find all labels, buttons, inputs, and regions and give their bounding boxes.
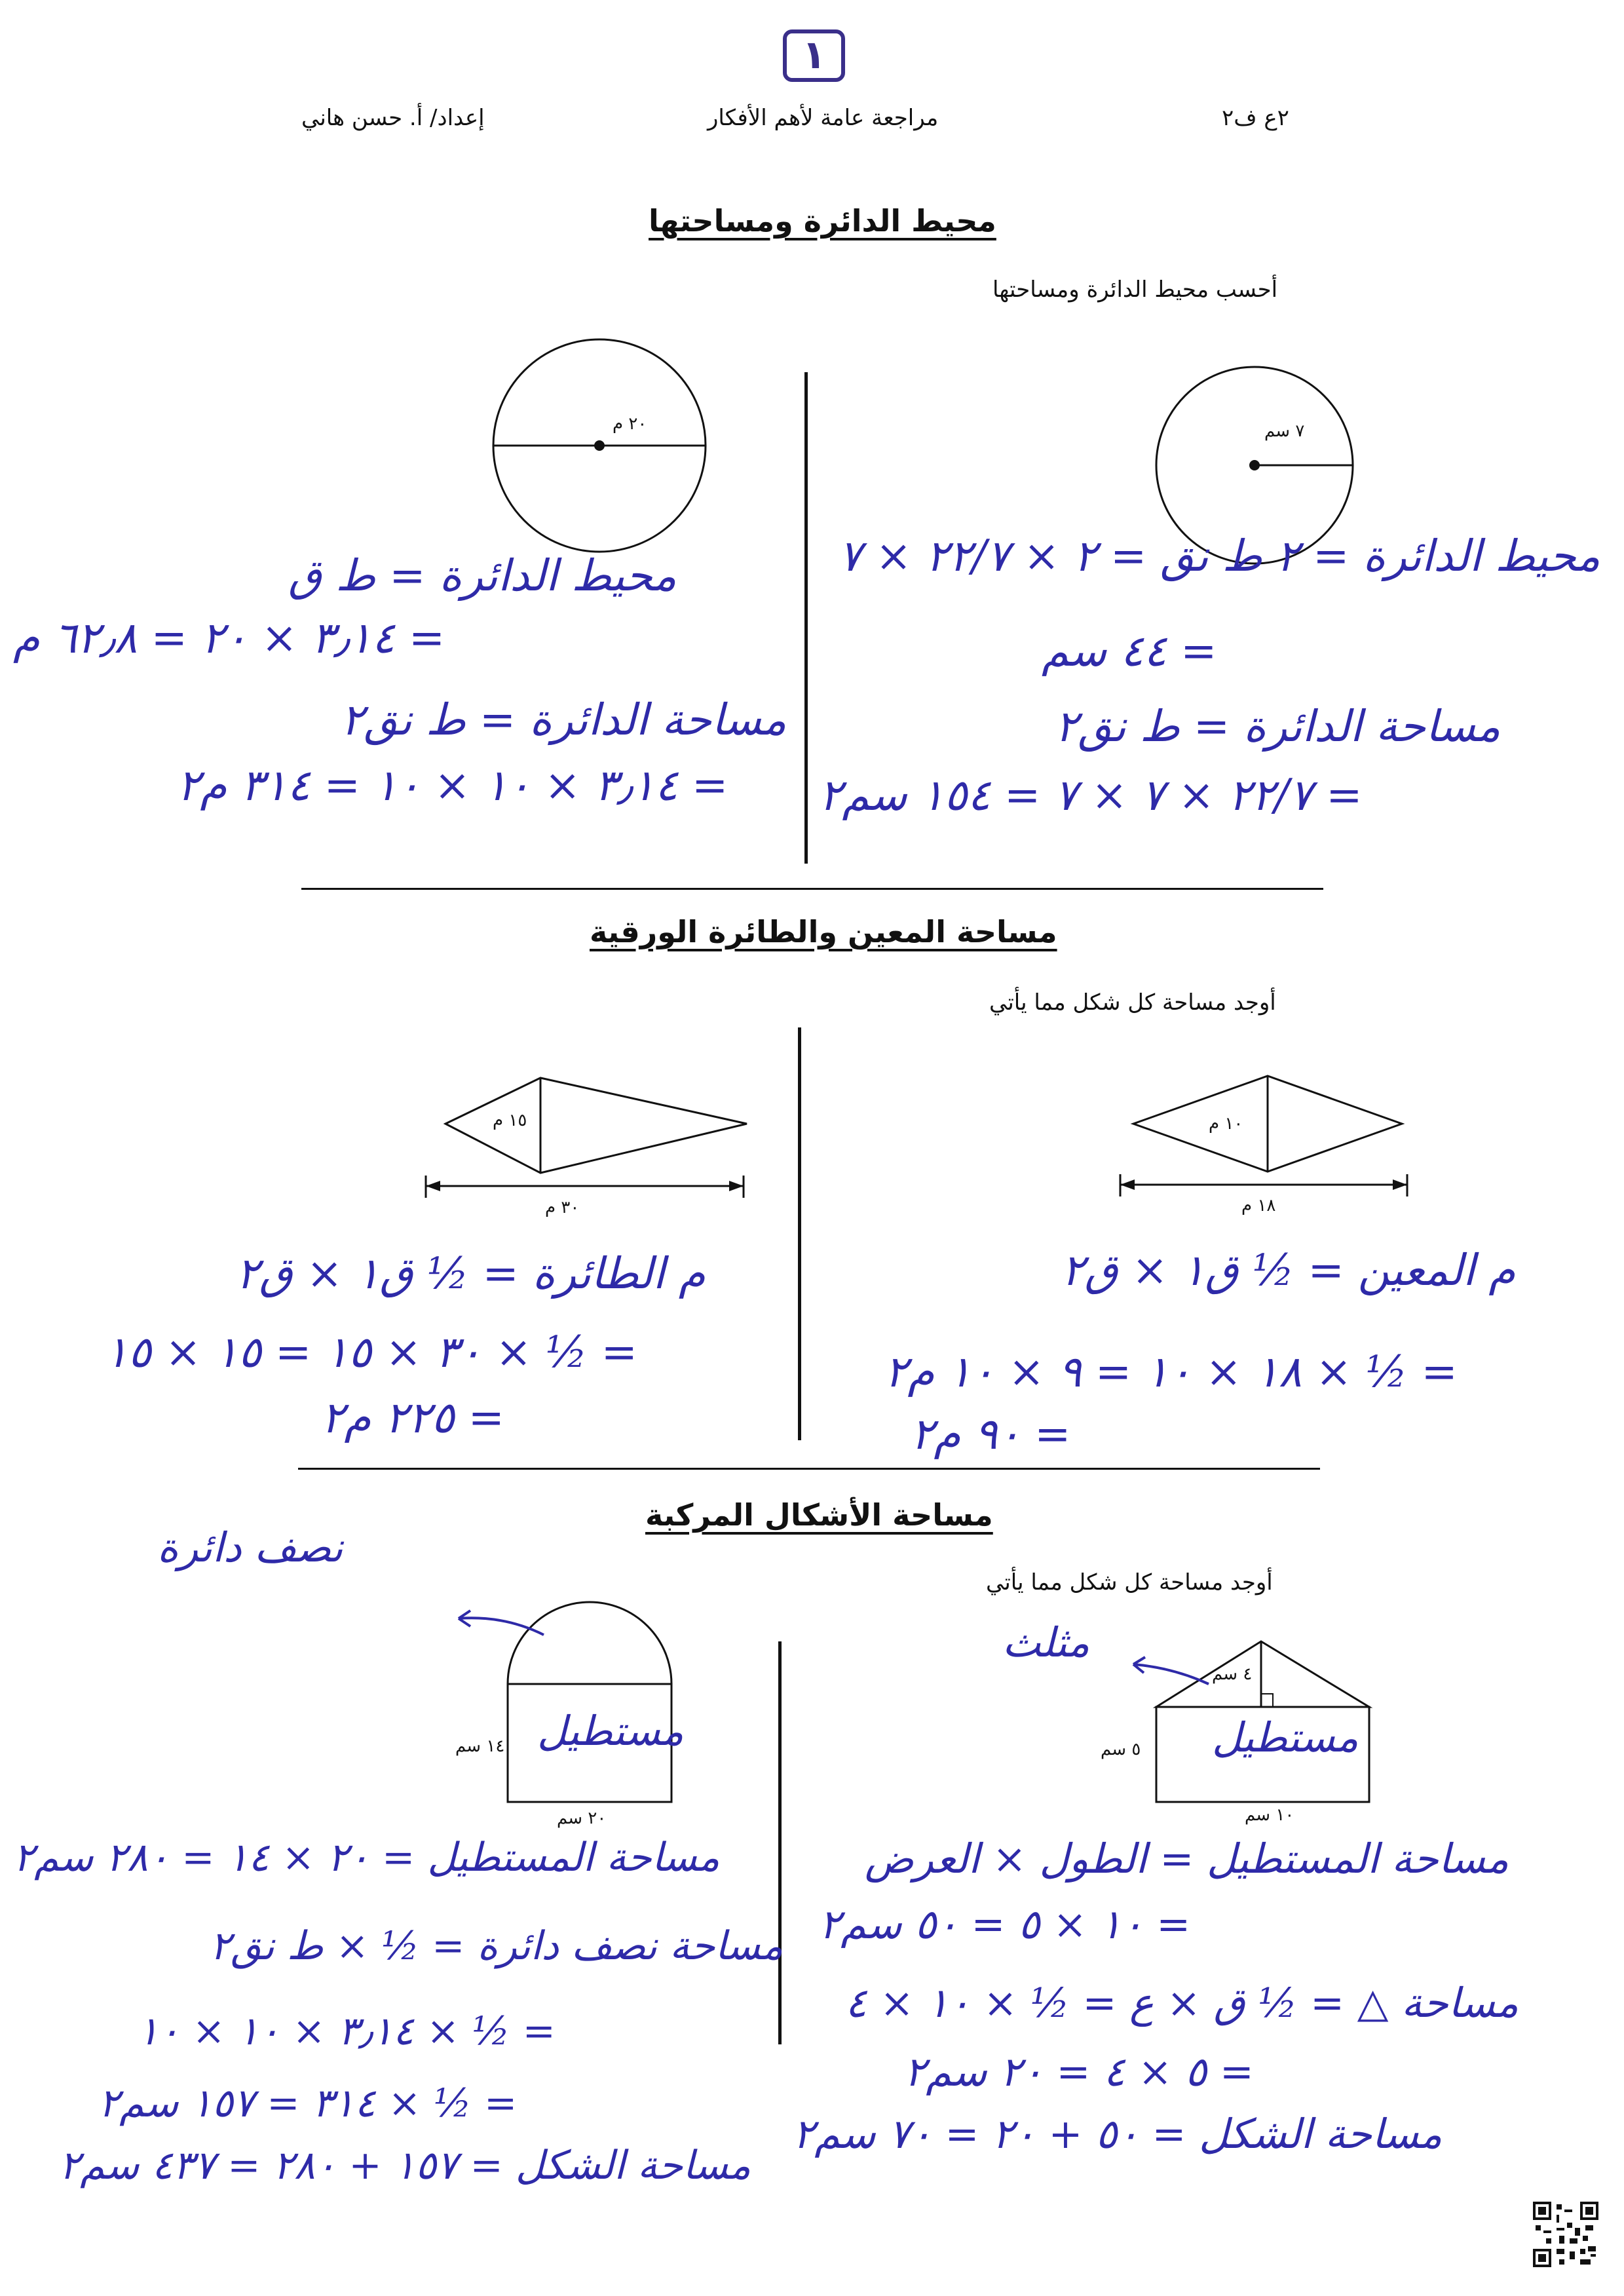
hw-area-result-left: = ٣٫١٤ × ١٠ × ١٠ = ٣١٤ م٢ <box>177 760 728 811</box>
section-instruction-composite: أوجد مساحة كل شكل مما يأتي <box>986 1569 1273 1596</box>
hw-triangle-area-formula: مساحة △ = ½ ق × ع = ½ × ١٠ × ٤ <box>845 1979 1519 2027</box>
hw-line: = ٣٫١٤ × ٢٠ = ٦٢٫٨ م <box>13 613 445 663</box>
section-title-rhombus: مساحة المعين والطائرة الورقية <box>590 914 1057 949</box>
triangle-height-label: ٤ سم <box>1212 1664 1253 1684</box>
section-divider <box>301 888 1323 890</box>
arrow-icon <box>1127 1648 1212 1694</box>
diameter-label: ٢٠ م <box>613 414 647 434</box>
rectangle-length-label: ١٠ سم <box>1245 1805 1294 1825</box>
arrow-icon <box>452 1592 550 1645</box>
hw-kite-formula: م الطائرة = ½ ق١ × ق٢ <box>236 1248 706 1299</box>
worksheet-title: مراجعة عامة لأهم الأفكار <box>708 105 939 131</box>
kite-length-label: ٣٠ م <box>545 1198 580 1217</box>
hw-circumference-left: محيط الدائرة = ط ق <box>288 550 677 601</box>
radius-label: ٧ سم <box>1264 421 1305 441</box>
section-instruction-rhombus: أوجد مساحة كل شكل مما يأتي <box>989 989 1276 1016</box>
hw-rectangle-label: مستطيل <box>537 1707 684 1755</box>
qr-code-icon <box>1533 2202 1598 2267</box>
column-divider <box>804 372 808 864</box>
section-title-circle: محيط الدائرة ومساحتها <box>649 203 996 239</box>
hw-kite-calc: = ½ × ٣٠ × ١٥ = ١٥ × ١٥ <box>105 1327 637 1377</box>
rhombus-length-label: ١٨ م <box>1241 1196 1276 1215</box>
section-title-composite: مساحة الأشكال المركبة <box>645 1497 993 1533</box>
hw-area-formula-right: مساحة الدائرة = ط نق٢ <box>1055 701 1501 752</box>
kite-figure <box>419 1068 760 1219</box>
hw-rectangle-label: مستطيل <box>1212 1713 1359 1761</box>
hw-composite-area-right: مساحة الشكل = ٥٠ + ٢٠ = ٧٠ سم٢ <box>793 2110 1443 2158</box>
hw-area-result-right: = ٢٢/٧ × ٧ × ٧ = ١٥٤ سم٢ <box>819 770 1363 820</box>
hw-rhombus-result: = ٩٠ م٢ <box>911 1409 1071 1459</box>
rectangle-width-label: ٥ سم <box>1101 1740 1141 1759</box>
rectangle-base-label: ٢٠ سم <box>557 1808 607 1828</box>
circle-figure-left <box>488 341 711 564</box>
column-divider <box>778 1641 782 2044</box>
hw-kite-result: = ٢٢٥ م٢ <box>321 1392 504 1443</box>
page-number-box: ١ <box>783 29 845 82</box>
grade-label: ٢ع ف٢ <box>1222 105 1289 131</box>
kite-diagonal-label: ١٥ م <box>493 1111 527 1130</box>
hw-area-formula-left: مساحة الدائرة = ط نق٢ <box>341 695 787 745</box>
hw-rhombus-formula: م المعين = ½ ق١ × ق٢ <box>1061 1245 1516 1295</box>
hw-circumference-right: محيط الدائرة = ٢ ط نق = ٢ × ٢٢/٧ × ٧ <box>839 531 1600 581</box>
author-label: إعداد/ أ. حسن هاني <box>301 105 485 131</box>
hw-semicircle-area-result: = ½ × ٣١٤ = ١٥٧ سم٢ <box>98 2080 518 2126</box>
column-divider <box>798 1027 801 1440</box>
hw-triangle-area-result: = ٥ × ٤ = ٢٠ سم٢ <box>904 2048 1254 2095</box>
hw-rectangle-area-left: مساحة المستطيل = ٢٠ × ١٤ = ٢٨٠ سم٢ <box>13 1835 720 1881</box>
hw-rectangle-area-result: = ١٠ × ٥ = ٥٠ سم٢ <box>819 1900 1191 1948</box>
hw-composite-area-left: مساحة الشكل = ١٥٧ + ٢٨٠ = ٤٣٧ سم٢ <box>59 2143 751 2189</box>
rhombus-diagonal-label: ١٠ م <box>1209 1114 1243 1134</box>
section-instruction-circle: أحسب محيط الدائرة ومساحتها <box>992 277 1278 303</box>
section-divider <box>298 1468 1320 1470</box>
hw-line: = ٤٤ سم <box>1042 626 1217 676</box>
hw-semicircle-area-formula: مساحة نصف دائرة = ½ × ط نق٢ <box>210 1923 784 1969</box>
hw-rectangle-area-formula: مساحة المستطيل = الطول × العرض <box>865 1835 1509 1883</box>
hw-rhombus-calc: = ½ × ١٨ × ١٠ = ٩ × ١٠ م٢ <box>884 1347 1458 1397</box>
hw-semicircle-note: نصف دائرة <box>157 1523 343 1571</box>
rectangle-height-label: ١٤ سم <box>455 1736 505 1756</box>
hw-triangle-note: مثلث <box>1002 1618 1090 1666</box>
hw-semicircle-area-calc: = ½ × ٣٫١٤ × ١٠ × ١٠ <box>138 2008 556 2054</box>
